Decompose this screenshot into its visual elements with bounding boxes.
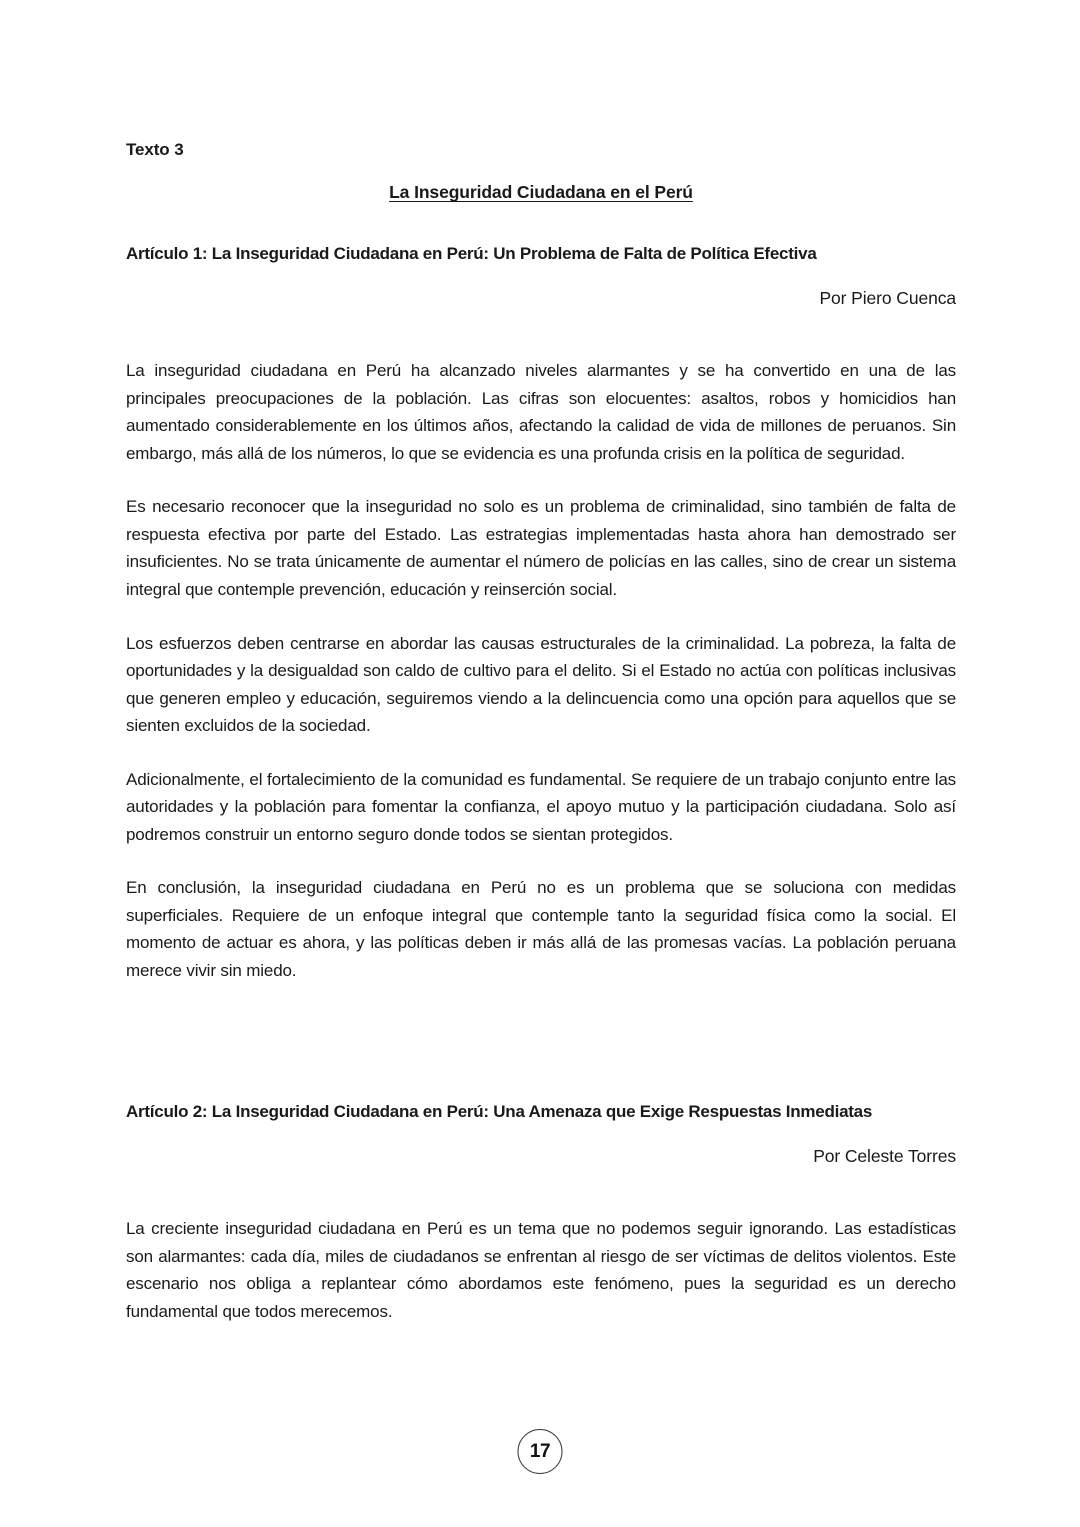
document-title: La Inseguridad Ciudadana en el Perú bbox=[389, 182, 693, 203]
article-1-heading: Artículo 1: La Inseguridad Ciudadana en Perú: Un Problema de Falta de Política Efectiva bbox=[126, 244, 817, 264]
article-2-heading: Artículo 2: La Inseguridad Ciudadana en Perú: Una Amenaza que Exige Respuestas Inmediatas bbox=[126, 1102, 873, 1122]
texto-label: Texto 3 bbox=[126, 140, 184, 159]
article-2-paragraph-1: La creciente inseguridad ciudadana en Perú es un tema que no podemos seguir ignorando. Las estadísticas son alarmantes: cada día, miles de ciudadanos se enfrentan al riesgo de ser víctimas de delitos violentos. Este escenario nos obliga a replantear cómo abordamos este fenómeno, pues la seguridad es un derecho fundamental que todos merecemos. bbox=[126, 1219, 956, 1321]
article-1-paragraph-2: Es necesario reconocer que la inseguridad no solo es un problema de criminalidad, sino también de falta de respuesta efectiva por parte del Estado. Las estrategias implementadas hasta ahora han demostrado ser insuficientes. No se trata únicamente de aumentar el número de policías en las calles, sino de crear un sistema integral que contemple prevención, educación y reinserción social. bbox=[126, 497, 956, 599]
article-2-byline: Por Celeste Torres bbox=[813, 1146, 956, 1167]
article-1-paragraph-4: Adicionalmente, el fortalecimiento de la comunidad es fundamental. Se requiere de un trabajo conjunto entre las autoridades y la población para fomentar la confianza, el apoyo mutuo y la participación ciudadana. Solo así podremos construir un entorno seguro donde todos se sientan protegidos. bbox=[126, 769, 956, 844]
document-content bbox=[126, 0, 956, 1342]
page-number-badge: 17 bbox=[518, 1429, 563, 1474]
section-spacer bbox=[126, 1001, 956, 1061]
article-1-paragraph-5: En conclusión, la inseguridad ciudadana en Perú no es un problema que se soluciona con medidas superficiales. Requiere de un enfoque integral que contemple tanto la seguridad física como la social. El momento de actuar es ahora, y las políticas deben ir más allá de las promesas vacías. La población peruana merece vivir sin miedo. bbox=[126, 878, 956, 980]
article-1-byline: Por Piero Cuenca bbox=[819, 288, 956, 309]
article-1-paragraph-3: Los esfuerzos deben centrarse en abordar las causas estructurales de la criminalidad. La pobreza, la falta de oportunidades y la desigualdad son caldo de cultivo para el delito. Si el Estado no actúa con políticas inclusivas que generen empleo y educación, seguiremos viendo a la delincuencia como una opción para aquellos que se sienten excluidos de la sociedad. bbox=[126, 633, 956, 736]
article-1-paragraph-1: La inseguridad ciudadana en Perú ha alcanzado niveles alarmantes y se ha convertido en una de las principales preocupaciones de la población. Las cifras son elocuentes: asaltos, robos y homicidios han aumentado considerablemente en los últimos años, afectando la calidad de vida de millones de peruanos. Sin embargo, más allá de los números, lo que se evidencia es una profunda crisis en la política de seguridad. bbox=[126, 361, 956, 463]
